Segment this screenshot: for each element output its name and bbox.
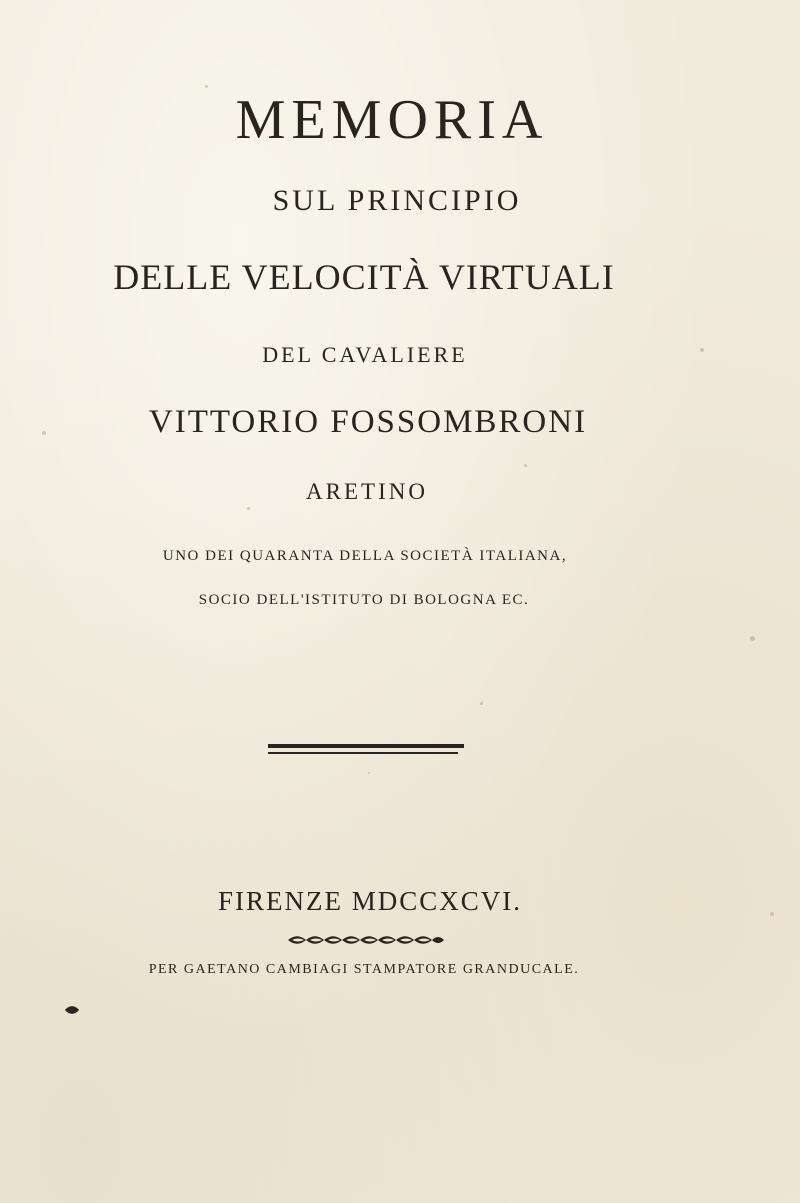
- subtitle-line-2: DELLE VELOCITÀ VIRTUALI: [113, 257, 615, 297]
- imprint-printer: PER GAETANO CAMBIAGI STAMPATORE GRANDUCALE.: [148, 962, 580, 977]
- rule-thick-line: [268, 744, 464, 748]
- paper-speck: [480, 702, 483, 705]
- author-origin: ARETINO: [306, 479, 428, 504]
- paper-speck: [368, 772, 370, 774]
- rule-thin-line: [268, 752, 458, 754]
- author-description-1: UNO DEI QUARANTA DELLA SOCIETÀ ITALIANA,: [162, 548, 568, 564]
- imprint-place-date: FIRENZE MDCCXCVI.: [217, 886, 522, 916]
- paper-speck: [42, 431, 46, 435]
- paper-speck: [770, 912, 774, 916]
- paper-speck: [247, 507, 250, 510]
- subtitle-line-1: SUL PRINCIPIO: [272, 184, 522, 217]
- paper-speck: [205, 85, 208, 88]
- fleuron-mark: [64, 1005, 80, 1015]
- author-name: VITTORIO FOSSOMBRONI: [148, 404, 588, 440]
- paper-speck: [524, 464, 527, 467]
- subtitle-line-3: DEL CAVALIERE: [262, 342, 468, 367]
- chain-links: [288, 936, 444, 944]
- paper-speck: [700, 348, 704, 352]
- paper-speck: [750, 636, 755, 641]
- author-description-2: SOCIO DELL'ISTITUTO DI BOLOGNA EC.: [198, 592, 530, 608]
- chain-ornament: [286, 934, 446, 946]
- double-rule: [268, 744, 464, 756]
- book-title: MEMORIA: [235, 89, 549, 151]
